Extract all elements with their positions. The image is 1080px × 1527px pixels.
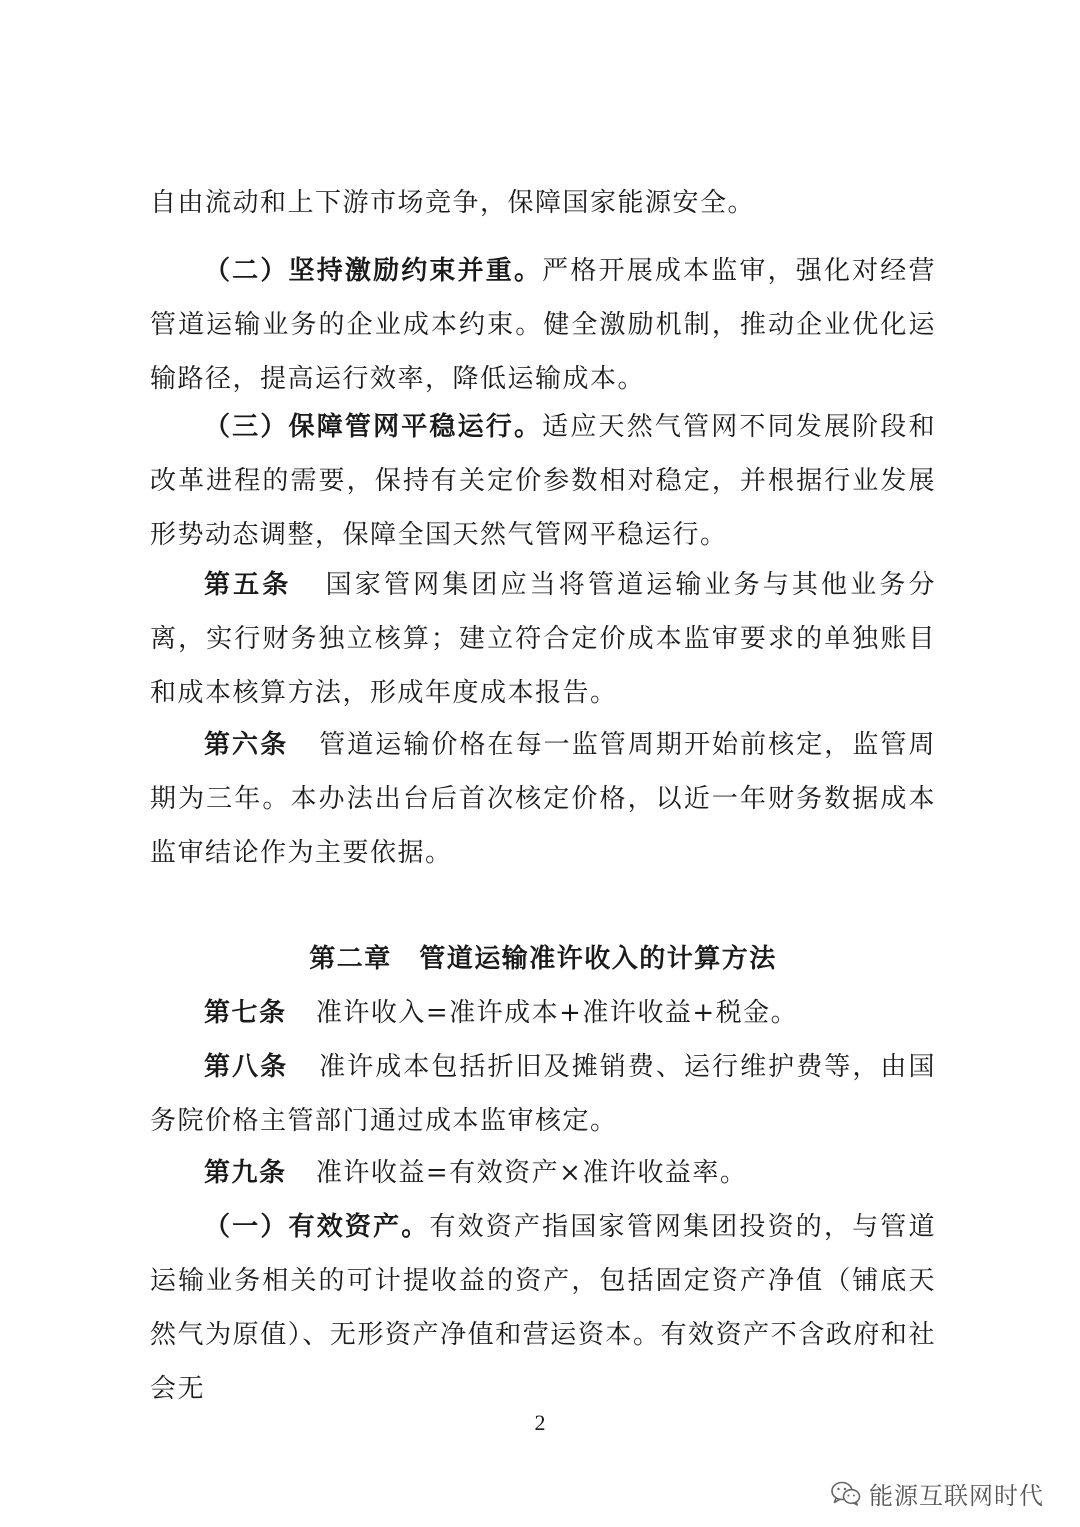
- article-number: 第五条: [204, 570, 292, 600]
- page-number: 2: [534, 1410, 546, 1435]
- article-number: 第八条: [204, 1052, 289, 1082]
- paragraph-text: 严格开展成本监审，强化对经营管道运输业务的企业成本约束。健全激励机制，推动企业优化运输路径，提高运行效率，降低运输成本。: [150, 256, 936, 394]
- wechat-icon: [831, 1481, 861, 1507]
- article-number: 第九条: [204, 1158, 287, 1188]
- article-6: [150, 718, 936, 880]
- article-text: 国家管网集团应当将管道运输业务与其他业务分离，实行财务独立核算；建立符合定价成本监审要求的单独账目和成本核算方法，形成年度成本报告。: [150, 570, 936, 708]
- article-7: [150, 986, 936, 1040]
- article-number: 第七条: [204, 998, 287, 1028]
- paragraph-lead: （一）有效资产。: [204, 1212, 430, 1242]
- paragraph-effective-assets: [150, 1200, 936, 1416]
- watermark-text: 能源互联网时代: [869, 1482, 1044, 1510]
- article-text: 准许收益=有效资产×准许收益率。: [315, 1158, 748, 1188]
- article-9: [150, 1146, 936, 1200]
- paragraph-text: 适应天然气管网不同发展阶段和改革进程的需要，保持有关定价参数相对稳定，并根据行业发展形势动态调整，保障全国天然气管网平稳运行。: [150, 412, 936, 550]
- watermark: [831, 1476, 1044, 1511]
- article-text: 准许收入=准许成本+准许收益+税金。: [315, 998, 799, 1028]
- chapter-heading: 第二章 管道运输准许收入的计算方法: [309, 944, 777, 974]
- article-number: 第六条: [204, 730, 289, 760]
- paragraph-lead: （三）保障管网平稳运行。: [204, 412, 543, 442]
- article-8: [150, 1040, 936, 1148]
- article-5: [150, 558, 936, 720]
- paragraph-text: 有效资产指国家管网集团投资的，与管道运输业务相关的可计提收益的资产，包括固定资产净值（铺底天然气为原值）、无形资产净值和营运资本。有效资产不含政府和社会无: [150, 1212, 936, 1404]
- paragraph-lead: （二）坚持激励约束并重。: [204, 256, 543, 286]
- paragraph-principle-2: [150, 244, 936, 406]
- article-text: 管道运输价格在每一监管周期开始前核定，监管周期为三年。本办法出台后首次核定价格，以近一年财务数据成本监审结论作为主要依据。: [150, 730, 936, 868]
- paragraph-text: 自由流动和上下游市场竞争，保障国家能源安全。: [150, 188, 756, 218]
- article-text: 准许成本包括折旧及摊销费、运行维护费等，由国务院价格主管部门通过成本监审核定。: [150, 1052, 936, 1136]
- paragraph-intro-continuation: [150, 176, 936, 230]
- paragraph-principle-3: [150, 400, 936, 562]
